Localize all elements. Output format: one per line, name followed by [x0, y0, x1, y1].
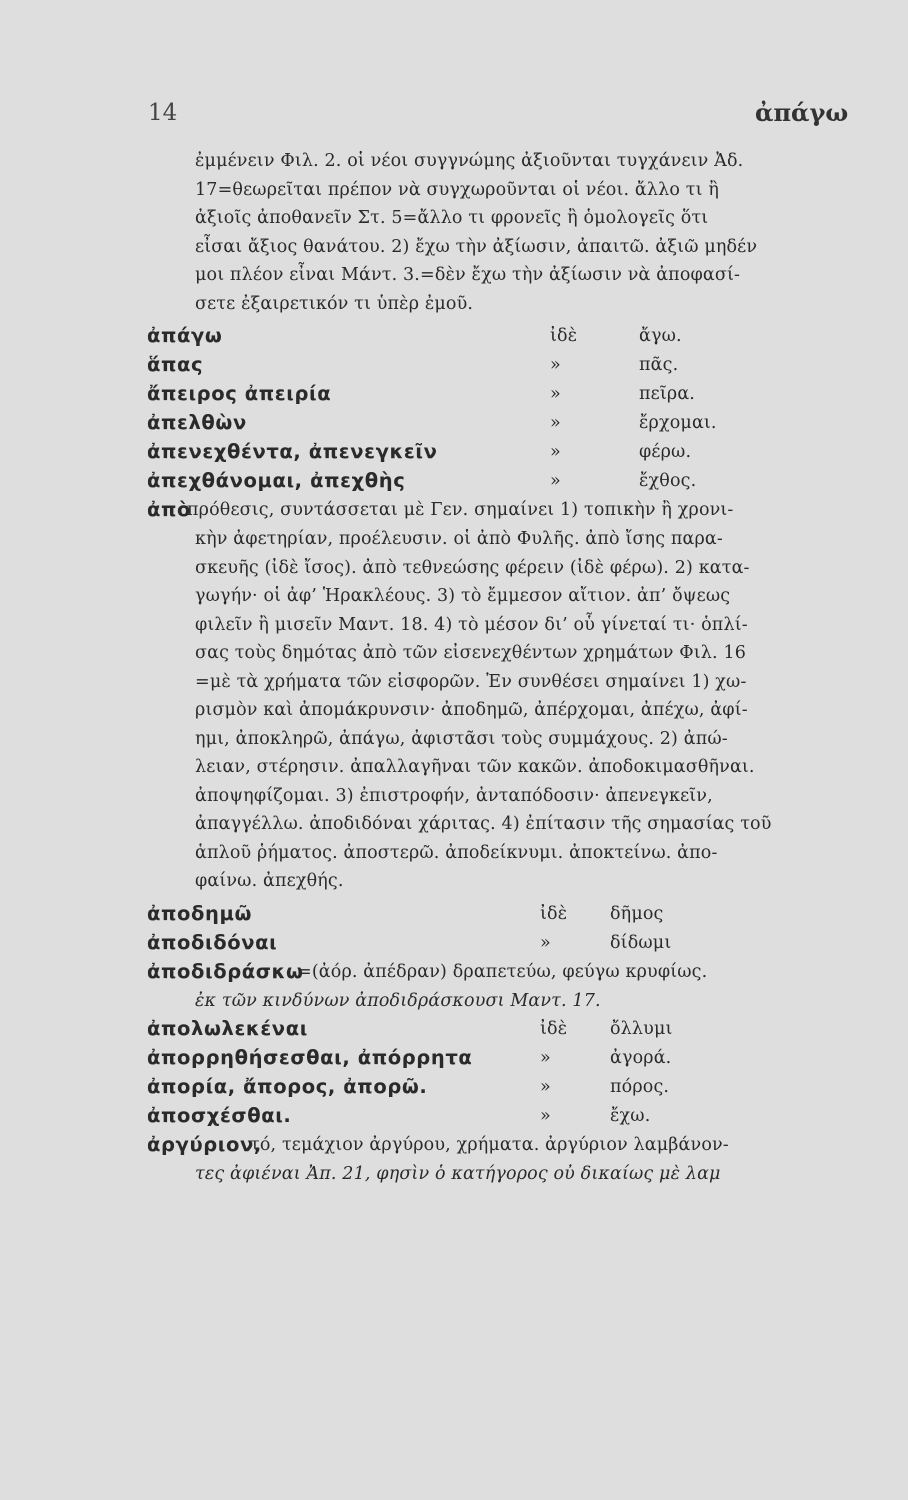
see-marker: ἰδὲ: [540, 1019, 568, 1039]
xref-target: δίδωμι: [610, 932, 672, 953]
entry-first-line: [147, 496, 863, 525]
text-line: σκευῆς (ἰδὲ ἴσος). ἀπὸ τεθνεώσης φέρειν (ἰδὲ φέρω). 2) κατα-: [195, 557, 750, 578]
headword: ἀπελθὼν: [147, 411, 247, 434]
headword: ἅπας: [147, 353, 204, 376]
intro-paragraph: [195, 147, 863, 318]
text-line: ρισμὸν καὶ ἀπομάκρυνσιν· ἀποδημῶ, ἀπέρχομαι, ἀπέχω, ἀφί-: [195, 700, 748, 720]
xref-target: πεῖρα.: [639, 384, 695, 404]
xref-entry: [147, 322, 863, 351]
see-marker: ἰδὲ: [550, 326, 578, 346]
xref-target: φέρω.: [639, 442, 692, 462]
xref-target: πᾶς.: [639, 355, 679, 375]
xref-entry: [147, 1073, 863, 1102]
headword: ἀπάγω: [147, 324, 223, 347]
see-marker: »: [550, 471, 561, 491]
entry-text: πρόθεσις, συντάσσεται μὲ Γεν. σημαίνει 1) τοπικὴν ἢ χρονι-: [187, 500, 734, 520]
text-line: 17=θεωρεῖται πρέπον νὰ συγχωροῦνται οἱ νέοι. ἄλλο τι ἢ: [195, 179, 719, 200]
text-line: φιλεῖν ἢ μισεῖν Μαντ. 18. 4) τὸ μέσον δι’ οὗ γίνεταί τι· ὁπλί-: [195, 614, 748, 635]
text-line: φαίνω. ἀπεχθής.: [195, 871, 344, 891]
headword: ἀπεχθάνομαι, ἀπεχθὴς: [147, 469, 406, 492]
headword: ἀπὸ: [147, 498, 192, 521]
xref-entry: [147, 380, 863, 409]
entry-first-line: [147, 1131, 863, 1160]
see-marker: »: [540, 1048, 551, 1068]
xref-entry: [147, 1044, 863, 1073]
text-line: ἁπλοῦ ῥήματος. ἀποστερῶ. ἀποδείκνυμι. ἀποκτείνω. ἀπο-: [195, 842, 718, 863]
xref-entry: [147, 467, 863, 496]
text-line: κὴν ἀφετηρίαν, προέλευσιν. οἱ ἀπὸ Φυλῆς. ἀπὸ ἴσης παρα-: [195, 529, 723, 549]
xref-entry: [147, 1015, 863, 1044]
text-line: γωγήν· οἱ ἀφ’ Ἡρακλέους. 3) τὸ ἔμμεσον αἴτιον. ἀπ’ ὄψεως: [195, 586, 731, 606]
xref-group: [147, 1015, 863, 1131]
text-line: σετε ἐξαιρετικόν τι ὑπὲρ ἐμοῦ.: [195, 293, 474, 314]
text-line: ἀποψηφίζομαι. 3) ἐπιστροφήν, ἀνταπόδοσιν· ἀπενεγκεῖν,: [195, 785, 713, 806]
apo-entry: [147, 496, 863, 896]
xref-entry: [147, 929, 863, 958]
text-line: ημι, ἀποκληρῶ, ἀπάγω, ἀφιστᾶσι τοὺς συμμάχους. 2) ἀπώ-: [195, 728, 728, 749]
see-marker: »: [540, 1106, 551, 1126]
text-line: μοι πλέον εἶναι Μάντ. 3.=δὲν ἔχω τὴν ἀξίωσιν νὰ ἀποφασί-: [195, 265, 741, 285]
xref-entry: [147, 409, 863, 438]
xref-entry: [147, 900, 863, 929]
headword: ἀργύριον,: [147, 1133, 262, 1156]
text-line: =μὲ τὰ χρήματα τῶν εἰσφορῶν. Ἐν συνθέσει σημαίνει 1) χω-: [195, 671, 747, 692]
xref-target: ἄγω.: [639, 326, 682, 346]
text-line: ἀξιοῖς ἀποθανεῖν Στ. 5=ἄλλο τι φρονεῖς ἢ ὁμολογεῖς ὅτι: [195, 208, 709, 228]
text-line: σας τοὺς δημότας ἀπὸ τῶν εἰσενεχθέντων χρημάτων Φιλ. 16: [195, 643, 747, 663]
see-marker: »: [540, 1077, 551, 1097]
headword: ἄπειρος ἀπειρία: [147, 382, 332, 405]
see-marker: »: [550, 384, 561, 404]
headword: ἀπορρηθήσεσθαι, ἀπόρρητα: [147, 1046, 473, 1069]
xref-entry: [147, 438, 863, 467]
headword: ἀποδιδόναι: [147, 930, 278, 954]
headword: ἀποδιδράσκω: [147, 959, 304, 983]
see-marker: ἰδὲ: [540, 903, 568, 924]
xref-target: ὄλλυμι: [610, 1019, 673, 1039]
see-marker: »: [550, 442, 561, 462]
xref-target: ἔχω.: [610, 1106, 651, 1126]
xref-target: πόρος.: [610, 1077, 670, 1097]
headword: ἀπολωλεκέναι: [147, 1017, 308, 1040]
headword: ἀπορία, ἄπορος, ἀπορῶ.: [147, 1075, 428, 1098]
text-line: ἀπαγγέλλω. ἀποδιδόναι χάριτας. 4) ἐπίτασιν τῆς σημασίας τοῦ: [195, 814, 772, 834]
xref-target: ἔχθος.: [639, 471, 697, 491]
text-line: εἶσαι ἄξιος θανάτου. 2) ἔχω τὴν ἀξίωσιν, ἀπαιτῶ. ἀξιῶ μηδέν: [195, 236, 758, 257]
xref-target: ἀγορά.: [610, 1048, 672, 1068]
xref-target: ἔρχομαι.: [639, 413, 717, 433]
headword: ἀποδημῶ: [147, 901, 252, 925]
see-marker: »: [550, 355, 561, 375]
page-body: [147, 147, 863, 1189]
page-number: 14: [148, 100, 178, 126]
xref-target: δῆμος: [610, 903, 664, 924]
see-marker: »: [550, 413, 561, 433]
text-line: ἐμμένειν Φιλ. 2. οἱ νέοι συγγνώμης ἀξιοῦνται τυγχάνειν Ἀδ.: [195, 151, 744, 171]
text-line: λειαν, στέρησιν. ἀπαλλαγῆναι τῶν κακῶν. ἀποδοκιμασθῆναι.: [195, 757, 755, 777]
entry-text: τό, τεμάχιον ἀργύρου, χρήματα. ἀργύριον λαμβάνον-: [250, 1135, 729, 1155]
headword: ἀποσχέσθαι.: [147, 1104, 292, 1127]
entry-text: =(ἀόρ. ἀπέδραν) δραπετεύω, φεύγω κρυφίως.: [297, 961, 708, 982]
entry-first-line: [147, 958, 863, 987]
xref-entry: [147, 351, 863, 380]
xref-group: [147, 322, 863, 496]
running-head: ἀπάγω: [755, 98, 849, 127]
see-marker: »: [540, 932, 551, 953]
xref-group: [147, 900, 863, 958]
headword: ἀπενεχθέντα, ἀπενεγκεῖν: [147, 440, 438, 463]
apodidrasko-entry: [147, 958, 863, 1016]
xref-entry: [147, 1102, 863, 1131]
argyrion-entry: [147, 1131, 863, 1189]
text-line: τες ἀφιέναι Ἀπ. 21, φησὶν ὁ κατήγορος οὐ δικαίως μὲ λαμ: [195, 1164, 721, 1184]
text-line: ἐκ τῶν κινδύνων ἀποδιδράσκουσι Μαντ. 17.: [195, 990, 601, 1011]
